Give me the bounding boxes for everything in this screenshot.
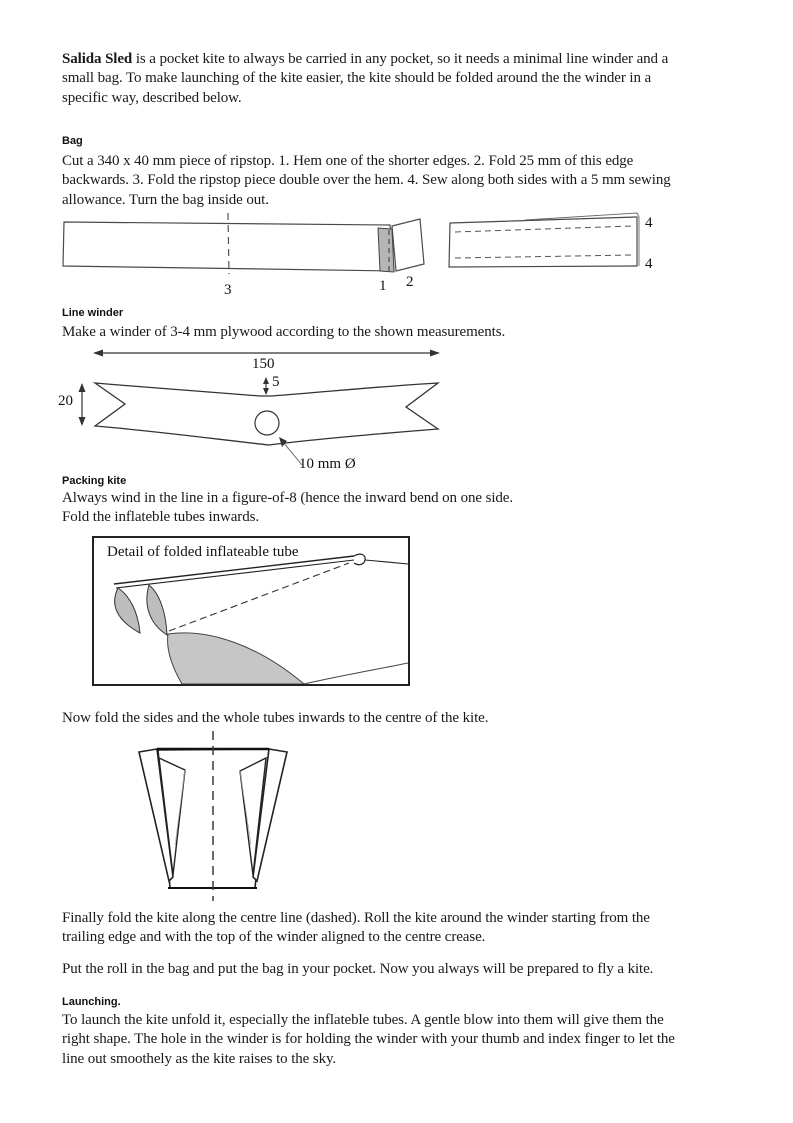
sail-edge-curve <box>304 663 408 684</box>
bag-heading: Bag <box>62 135 83 147</box>
winder-hole-label: 10 mm Ø <box>299 456 356 472</box>
width-arrowhead-top <box>79 383 86 392</box>
bag-step2-label: 2 <box>406 274 414 290</box>
winder-length-label: 150 <box>252 356 275 372</box>
finishing-paragraph <box>62 909 650 948</box>
tube-gusset-right <box>147 585 167 635</box>
bag-diagram-drawing <box>55 208 655 308</box>
bag-line-3: allowance. Turn the bag inside out. <box>62 191 269 208</box>
sail-shaded-area <box>168 633 304 684</box>
winder-bend-label: 5 <box>272 374 280 390</box>
launching-line-1: To launch the kite unfold it, especially the inflateble tubes. A gentle blow into them will give them the <box>62 1012 664 1028</box>
bag-line-1: Cut a 340 x 40 mm piece of ripstop. 1. Hem one of the shorter edges. 2. Fold 25 mm of this edge <box>62 153 634 169</box>
pocket-line: Put the roll in the bag and put the bag in your pocket. Now you always will be prepared to fly a kite. <box>62 961 654 977</box>
finished-bag <box>449 217 637 267</box>
bag-diagram <box>55 208 655 308</box>
line-winder-heading: Line winder <box>62 307 124 319</box>
fold-back-piece <box>392 219 424 271</box>
pocket-paragraph <box>62 960 653 979</box>
launching-heading: Launching. <box>62 996 121 1008</box>
tube-detail-caption: Detail of folded inflateable tube <box>107 544 299 560</box>
packing-paragraph <box>62 489 513 528</box>
tube-right-line <box>365 560 408 564</box>
bag-step1-label: 1 <box>379 278 387 294</box>
launching-line-2: right shape. The hole in the winder is for holding the winder with your thumb and index finger to let the <box>62 1031 675 1048</box>
width-arrowhead-bottom <box>79 417 86 426</box>
line-winder-paragraph <box>62 323 505 342</box>
tube-end-hook <box>354 554 365 565</box>
bend-arrowhead-top <box>263 377 269 384</box>
bag-paragraph <box>62 152 671 210</box>
tube-crease-line <box>169 563 349 631</box>
intro-line-3: specific way, described below. <box>62 89 242 106</box>
intro-line-1: Salida Sled is a pocket kite to always be carried in any pocket, so it needs a minimal line winder and a <box>62 51 669 67</box>
bag-step3-label: 3 <box>224 282 232 298</box>
fold-note-line: Now fold the sides and the whole tubes inwards to the centre of the kite. <box>62 710 489 726</box>
bend-arrowhead-bottom <box>263 388 269 395</box>
intro-paragraph <box>62 50 668 108</box>
winder-width-label: 20 <box>58 393 73 409</box>
folded-kite-diagram <box>130 725 300 905</box>
length-arrowhead-left <box>93 350 103 357</box>
line-winder-line-1: Make a winder of 3-4 mm plywood according to the shown measurements. <box>62 324 506 340</box>
kite-name: Salida Sled <box>62 51 133 67</box>
packing-kite-heading: Packing kite <box>62 475 127 487</box>
winder-hole <box>255 411 279 435</box>
tube-detail-box <box>92 536 410 686</box>
bag-seam-bottom-label: 4 <box>645 256 653 272</box>
tube-top-edge-inner <box>116 560 354 588</box>
launching-line-3: line out smoothely as the kite raises to the sky. <box>62 1050 337 1067</box>
launching-paragraph <box>62 1011 675 1069</box>
folded-kite-drawing <box>130 725 300 905</box>
hem-tab <box>378 228 394 272</box>
packing-line-2: Fold the inflateble tubes inwards. <box>62 509 259 526</box>
bag-seam-top-label: 4 <box>645 215 653 231</box>
finishing-line-1: Finally fold the kite along the centre line (dashed). Roll the kite around the winder starting from the <box>62 910 650 926</box>
length-arrowhead-right <box>430 350 440 357</box>
tube-gusset-left <box>115 588 140 633</box>
bag-line-2: backwards. 3. Fold the ripstop piece double over the hem. 4. Sew along both sides with a 5 mm sewing <box>62 172 671 189</box>
packing-line-1: Always wind in the line in a figure-of-8 (hence the inward bend on one side. <box>62 490 514 506</box>
finishing-line-2: trailing edge and with the top of the winder aligned to the centre crease. <box>62 929 486 946</box>
intro-line-2: small bag. To make launching of the kite easier, the kite should be folded around the the winder in a <box>62 70 652 87</box>
